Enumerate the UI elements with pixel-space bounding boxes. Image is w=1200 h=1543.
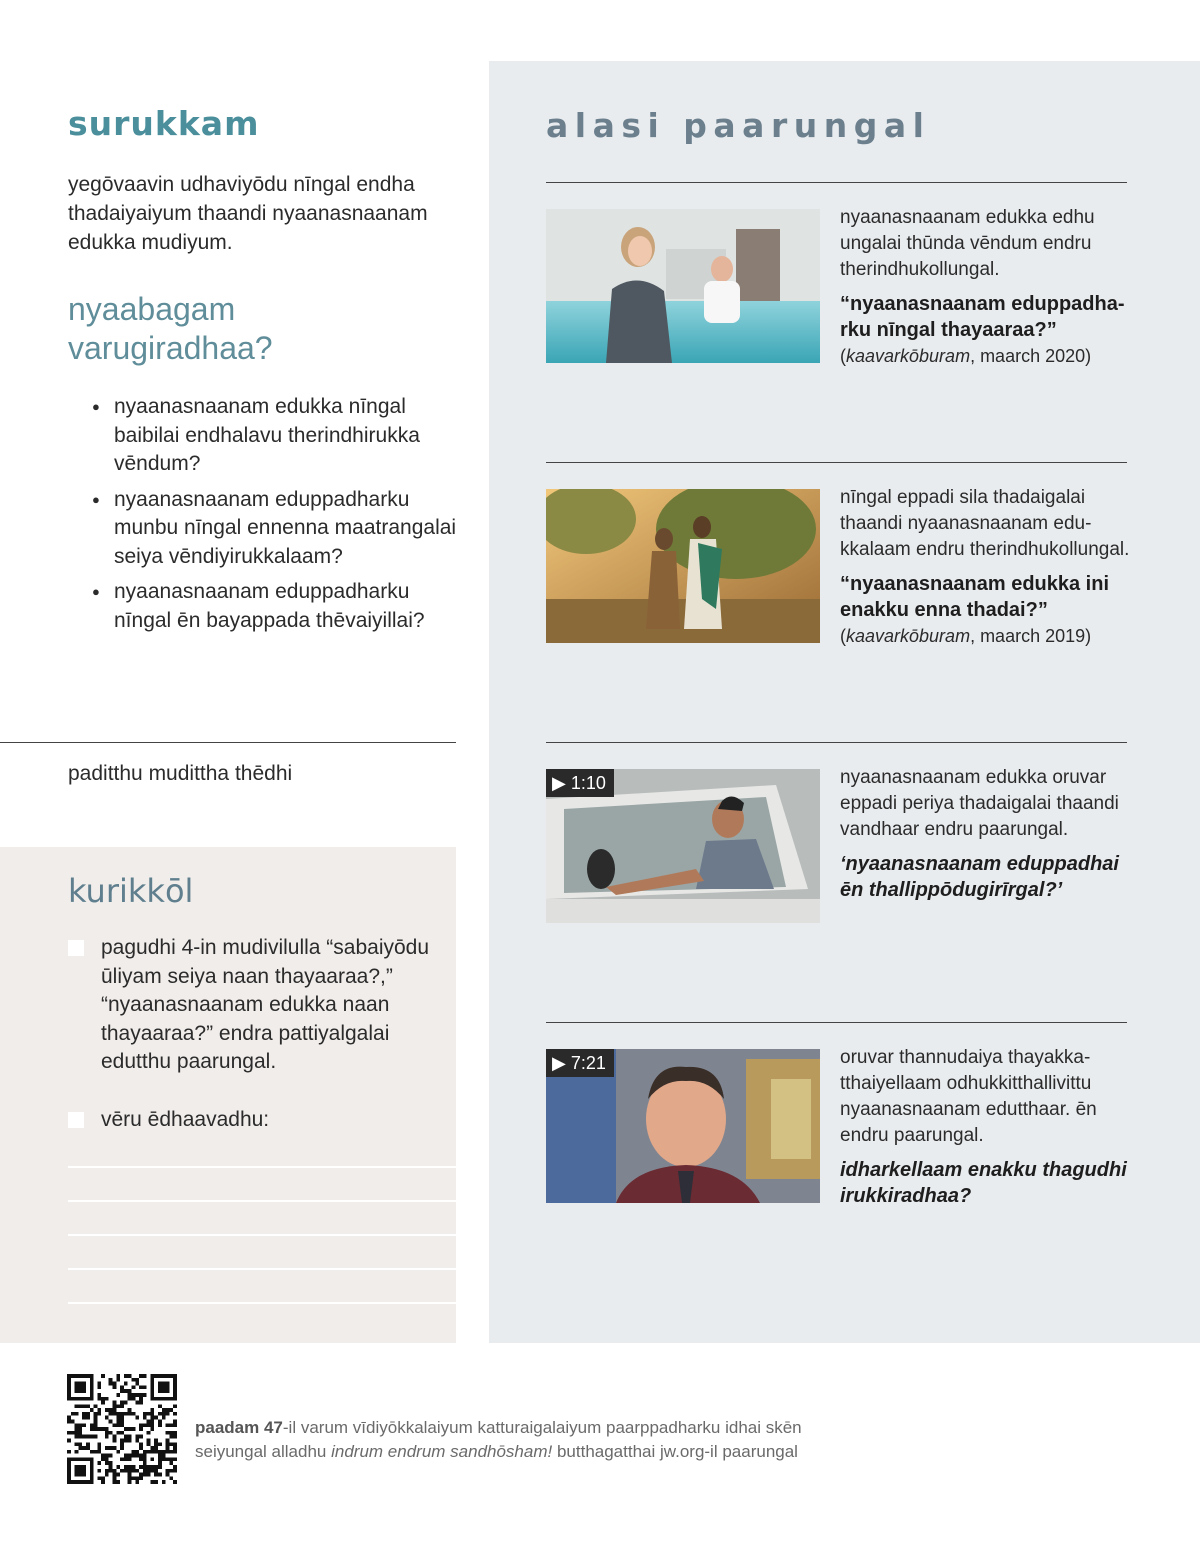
goal-text-2: vēru ēdhaavadhu: [101,1108,270,1131]
write-line[interactable] [68,1200,456,1202]
recall-heading: nyaabagam varugiradhaa? [68,291,273,366]
article-source: (kaavarkōburam, maarch 2019) [840,626,1092,646]
divider [546,462,1127,463]
goal-checkbox-1[interactable] [68,940,84,956]
video-link[interactable]: ‘nyaanasnaanam eduppadhai ēn thallippōdugirīrgal?’ [840,853,1119,901]
video-duration-badge: ▶ 7:21 [546,1049,614,1077]
bible-scene-image[interactable] [546,489,820,643]
explore-item-3 [840,765,1130,903]
article-link[interactable]: “nyaanasnaanam eduppadharku nīngal thayaaraa?” [840,293,1125,341]
item-description: oruvar thannudaiya thayakkatthaiyellaam odhukkitthallivittu nyaanasnaanam edutthaar. ēn endru paarungal. [840,1047,1097,1146]
write-line[interactable] [68,1166,456,1168]
video-thumbnail-car[interactable] [546,769,820,923]
video-link[interactable]: idharkellaam enakku thagudhi irukkiradhaa? [840,1159,1127,1207]
footer-note: paadam 47-il varum vīdiyōkkalaiyum katturaigalaiyum paarppadharku idhai skēn seiyungal alladhu indrum endrum sandhōsham! butthagatthai jw.org-il paarungal [195,1418,802,1461]
divider [546,1022,1127,1023]
qr-code-icon[interactable] [67,1374,177,1484]
list-item: ● nyaanasnaanam edukka nīngal baibilai endhalavu therindhirukka vēndum? [90,393,460,479]
video-duration-badge: ▶ 1:10 [546,769,614,797]
baptism-pool-image[interactable] [546,209,820,363]
divider [546,742,1127,743]
divider [0,742,456,743]
write-line[interactable] [68,1234,456,1236]
item-description: nīngal eppadi sila thadaigalai thaandi nyaanasnaanam edukkalaam endru therindhukollungal. [840,487,1130,560]
article-source: (kaavarkōburam, maarch 2020) [840,346,1092,366]
list-item: ● nyaanasnaanam eduppadharku munbu nīngal ennenna maatrangalai seiya vēndiyirukkalaam? [90,486,460,572]
completed-date-label: paditthu mudittha thēdhi [68,762,293,785]
video-thumbnail-interview[interactable] [546,1049,820,1203]
play-icon: ▶ [552,1053,566,1073]
item-description: nyaanasnaanam edukka edhu ungalai thūnda vēndum endru therindhukollungal. [840,207,1095,280]
explore-heading: alasi paarungal [546,106,931,145]
play-icon: ▶ [552,773,566,793]
summary-heading: surukkam [68,104,260,143]
goals-heading: kurikkōl [68,872,194,910]
article-link[interactable]: “nyaanasnaanam edukka ini enakku enna thadai?” [840,573,1110,621]
goal-text-1: pagudhi 4-in mudivilulla “sabaiyōdu ūliyam seiya naan thayaaraa?,” “nyaanasnaanam edukka naan thayaaraa?” endra pattiyalgalai edutthu paarungal. [101,936,430,1073]
recall-list [90,393,460,642]
write-line[interactable] [68,1302,456,1304]
summary-text: yegōvaavin udhaviyōdu nīngal endha thadaiyaiyum thaandi nyaanasnaanam edukka mudiyum. [68,173,428,254]
explore-item-4 [840,1045,1130,1209]
item-description: nyaanasnaanam edukka oruvar eppadi periya thadaigalai thaandi vandhaar endru paarungal. [840,767,1119,840]
divider [546,182,1127,183]
explore-item-2 [840,485,1130,649]
write-line[interactable] [68,1268,456,1270]
list-item: ● nyaanasnaanam eduppadharku nīngal ēn bayappada thēvaiyillai? [90,578,460,635]
goal-checkbox-2[interactable] [68,1112,84,1128]
explore-item-1 [840,205,1130,369]
